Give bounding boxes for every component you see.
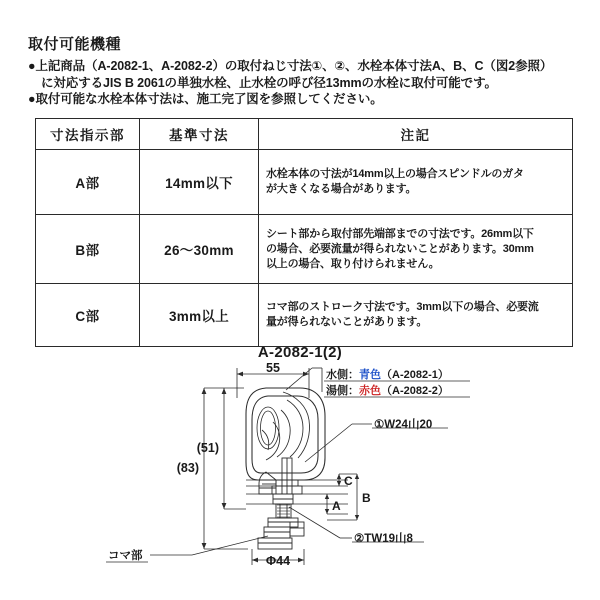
handle-contour xyxy=(262,392,310,460)
faucet-body-outline xyxy=(246,388,325,480)
cell-note xyxy=(259,215,573,284)
note-line: 量が得られないことがあります。 xyxy=(266,316,428,328)
dimension-height-total xyxy=(202,388,248,549)
legend-hot-model: （A-2082-2） xyxy=(381,385,449,397)
legend-hot-row xyxy=(326,383,449,397)
drawing-title: A-2082-1(2) xyxy=(257,344,343,361)
mounting-nut-stack xyxy=(258,494,304,549)
table-header-row xyxy=(36,119,573,150)
head-oval-detail xyxy=(257,407,279,449)
callout-koma: コマ部 xyxy=(108,550,143,562)
table-row xyxy=(36,284,573,347)
page-title: 取付可能機種 xyxy=(28,36,122,53)
note-line: コマ部のストローク寸法です。3mm以下の場合、必要流 xyxy=(266,301,539,313)
cell-value: 3mm以上 xyxy=(140,284,259,347)
legend-water-color-word: 青色 xyxy=(359,369,381,381)
column-header-part: 寸法指示部 xyxy=(36,119,140,150)
cell-note xyxy=(259,284,573,347)
dimension-label-diameter-bottom: Φ44 xyxy=(265,554,291,568)
bullet-line-2: に対応するJIS B 2061の単独水栓、止水栓の呼び径13mmの水栓に取付可能です。 xyxy=(41,75,497,90)
technical-drawing xyxy=(0,362,600,582)
note-line: が大きくなる場合があります。 xyxy=(266,183,417,195)
column-header-note: 注記 xyxy=(259,119,573,150)
callout-thread-1: ①W24山20 xyxy=(374,419,433,431)
table-row xyxy=(36,215,573,284)
legend-water-prefix: 水側： xyxy=(326,369,359,381)
intro-bullets xyxy=(28,58,576,108)
cell-value: 26〜30mm xyxy=(140,215,259,284)
color-legend xyxy=(324,367,470,397)
note-line: シート部から取付部先端部までの寸法です。26mm以下 xyxy=(266,227,534,240)
spindle-assembly xyxy=(259,458,302,494)
column-header-value: 基準寸法 xyxy=(140,119,259,150)
dimension-label-height-inner: (51) xyxy=(196,441,219,455)
legend-hot-color-word: 赤色 xyxy=(359,385,381,397)
dimension-label-b: B xyxy=(362,491,371,505)
legend-water-row xyxy=(326,367,449,381)
note-line: 以上の場合、取り付けられません。 xyxy=(266,257,440,270)
dimension-height-inner xyxy=(222,388,246,509)
note-line: 水栓本体の寸法が14mm以上の場合スピンドルのガタ xyxy=(266,168,524,180)
cell-note xyxy=(259,150,573,215)
spec-table xyxy=(35,118,573,347)
dimension-label-height-total: (83) xyxy=(176,461,199,475)
dimension-label-a: A xyxy=(332,499,341,513)
dimension-label-width-top: 55 xyxy=(266,362,280,375)
table-row xyxy=(36,150,573,215)
cell-part: C部 xyxy=(36,284,140,347)
cell-part: A部 xyxy=(36,150,140,215)
cell-part: B部 xyxy=(36,215,140,284)
cell-value: 14mm以下 xyxy=(140,150,259,215)
thread-hatching xyxy=(277,505,290,517)
legend-water-model: （A-2082-1） xyxy=(381,369,449,381)
note-line: の場合、必要流量が得られないことがあります。30mm xyxy=(266,242,534,255)
bullet-line-3: ●取付可能な水栓本体寸法は、施工完了図を参照してください。 xyxy=(28,92,383,106)
bullet-line-1: ●上記商品（A-2082-1、A-2082-2）の取付ねじ寸法①、②、水栓本体寸法A、B、C（図2参照） xyxy=(28,59,553,73)
dimension-label-c: C xyxy=(344,474,353,488)
legend-hot-prefix: 湯側： xyxy=(326,385,359,397)
callout-thread-2: ②TW19山8 xyxy=(354,533,413,545)
